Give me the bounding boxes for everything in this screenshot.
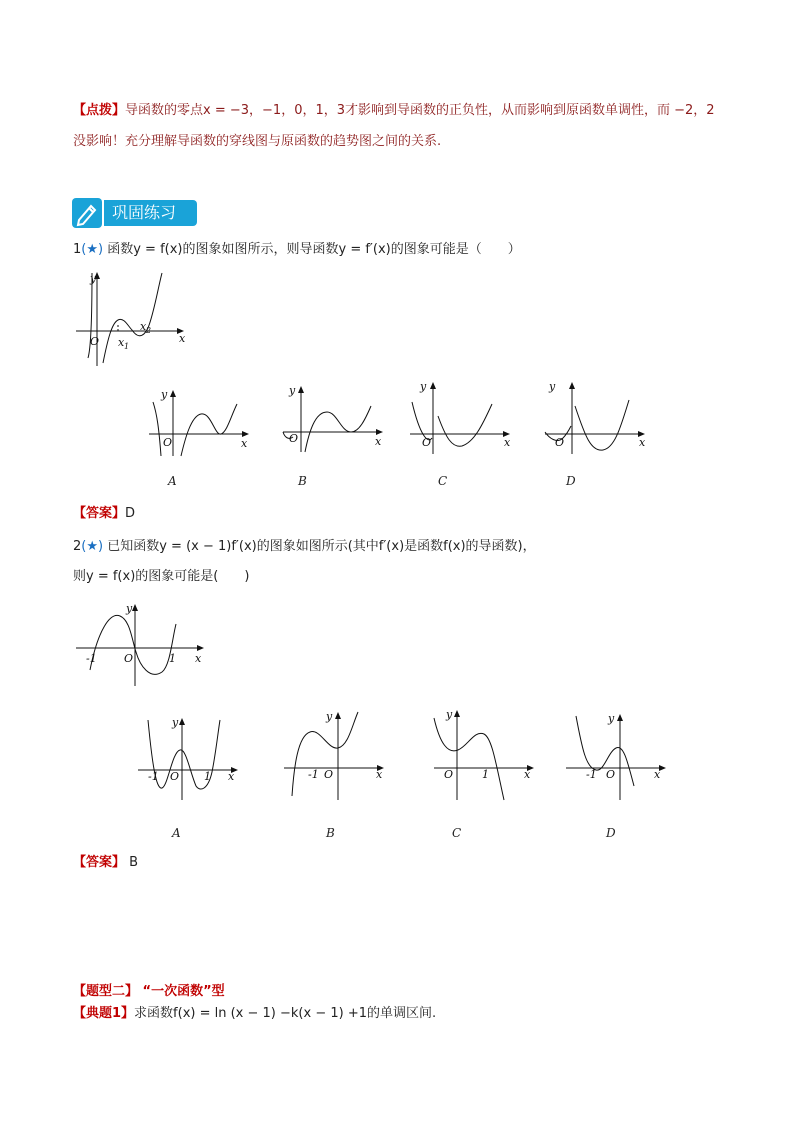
- q2-answer-value: B: [125, 855, 139, 870]
- svg-text:O: O: [422, 436, 432, 449]
- svg-text:x: x: [639, 436, 646, 449]
- section-title: “一次函数”型: [138, 984, 225, 999]
- svg-text:x: x: [195, 652, 202, 665]
- svg-text:y: y: [172, 716, 179, 729]
- svg-text:y: y: [446, 708, 453, 721]
- svg-text:y: y: [326, 710, 333, 723]
- q2-option-d-graph: [562, 708, 674, 802]
- svg-text:-1: -1: [86, 652, 97, 665]
- q2-stem: [73, 537, 536, 557]
- example-tag: 【典题1】: [73, 1006, 135, 1021]
- q1-answer-value: D: [125, 506, 136, 521]
- svg-text:x: x: [504, 436, 511, 449]
- q2-option-c-graph: [430, 704, 542, 802]
- q2-answer-tag: 【答案】: [73, 855, 126, 870]
- svg-text:O: O: [289, 432, 299, 445]
- q2-option-c-label: C: [452, 826, 462, 840]
- svg-text:x: x: [179, 332, 186, 345]
- banner-label: 巩固练习: [104, 200, 197, 226]
- svg-text:y: y: [420, 380, 427, 393]
- svg-text:y: y: [90, 272, 97, 285]
- tip-tag: 【点拨】: [73, 103, 126, 118]
- q1-option-a-graph: [145, 384, 257, 459]
- q2-option-b-graph: [280, 706, 392, 802]
- q1-answer: [73, 504, 135, 524]
- svg-text:x: x: [140, 320, 147, 333]
- svg-text:x: x: [376, 768, 383, 781]
- svg-text:1: 1: [204, 770, 211, 783]
- tip-line-2: 没影响！充分理解导函数的穿线图与原函数的趋势图之间的关系.: [73, 134, 442, 149]
- svg-text:1: 1: [169, 652, 176, 665]
- practice-banner: [72, 198, 197, 228]
- svg-text:1: 1: [124, 342, 130, 351]
- section-heading: [73, 982, 225, 1002]
- q2-number: 2: [73, 539, 82, 554]
- q1-option-c-label: C: [438, 474, 448, 488]
- tip-text-1: 导函数的零点x = −3，−1，0，1，3才影响到导函数的正负性，从而影响到原函数单调性，而 −2，2: [125, 103, 715, 118]
- svg-text:y: y: [608, 712, 615, 725]
- q1-option-b-graph: [279, 380, 391, 455]
- svg-text:O: O: [555, 436, 565, 449]
- pencil-icon: [72, 198, 102, 228]
- section-tag: 【题型二】: [73, 984, 139, 999]
- q1-number: 1: [73, 242, 82, 257]
- svg-text:y: y: [161, 388, 168, 401]
- q2-option-a-graph: [134, 712, 246, 804]
- svg-text:x: x: [654, 768, 661, 781]
- q1-stem: [73, 240, 521, 260]
- svg-text:-1: -1: [586, 768, 597, 781]
- svg-text:O: O: [324, 768, 334, 781]
- q1-option-a-label: A: [168, 474, 177, 488]
- svg-text:O: O: [124, 652, 134, 665]
- svg-text:-1: -1: [308, 768, 319, 781]
- example-line: [73, 1004, 436, 1024]
- svg-text:x: x: [241, 437, 248, 450]
- q2-star: (★): [81, 539, 104, 554]
- q1-option-c-graph: [406, 376, 518, 456]
- example-text: 求函数f(x) = ln (x − 1) −k(x − 1) +1的单调区间.: [134, 1006, 437, 1021]
- svg-text:y: y: [126, 602, 133, 615]
- q2-option-b-label: B: [326, 826, 335, 840]
- svg-text:1: 1: [482, 768, 489, 781]
- q2-option-a-label: A: [172, 826, 181, 840]
- svg-text:O: O: [170, 770, 180, 783]
- tip-line-1: [73, 101, 715, 121]
- q1-option-d-graph: [541, 376, 653, 456]
- q1-main-graph: [72, 268, 197, 368]
- q2-option-d-label: D: [606, 826, 616, 840]
- svg-text:x: x: [228, 770, 235, 783]
- q1-answer-tag: 【答案】: [73, 506, 126, 521]
- q2-stem-2: 则y = f(x)的图象可能是( ): [73, 569, 250, 584]
- svg-text:O: O: [444, 768, 454, 781]
- svg-text:-1: -1: [148, 770, 159, 783]
- q1-option-d-label: D: [566, 474, 576, 488]
- svg-text:y: y: [549, 380, 556, 393]
- svg-text:x: x: [375, 435, 382, 448]
- q1-star: (★): [81, 242, 104, 257]
- svg-text:x: x: [118, 336, 125, 349]
- svg-text:2: 2: [146, 326, 152, 335]
- svg-text:O: O: [90, 335, 100, 348]
- svg-text:O: O: [606, 768, 616, 781]
- q1-option-b-label: B: [298, 474, 307, 488]
- svg-text:O: O: [163, 436, 173, 449]
- svg-text:y: y: [289, 384, 296, 397]
- svg-text:x: x: [524, 768, 531, 781]
- q2-answer: [73, 853, 138, 873]
- q2-text: 已知函数y = (x − 1)f′(x)的图象如图所示(其中f′(x)是函数f(x)的导函数)，: [103, 539, 536, 554]
- q1-text: 函数y = f(x)的图象如图所示，则导函数y = f′(x)的图象可能是（ ）: [103, 242, 521, 257]
- q2-main-graph: [72, 600, 212, 688]
